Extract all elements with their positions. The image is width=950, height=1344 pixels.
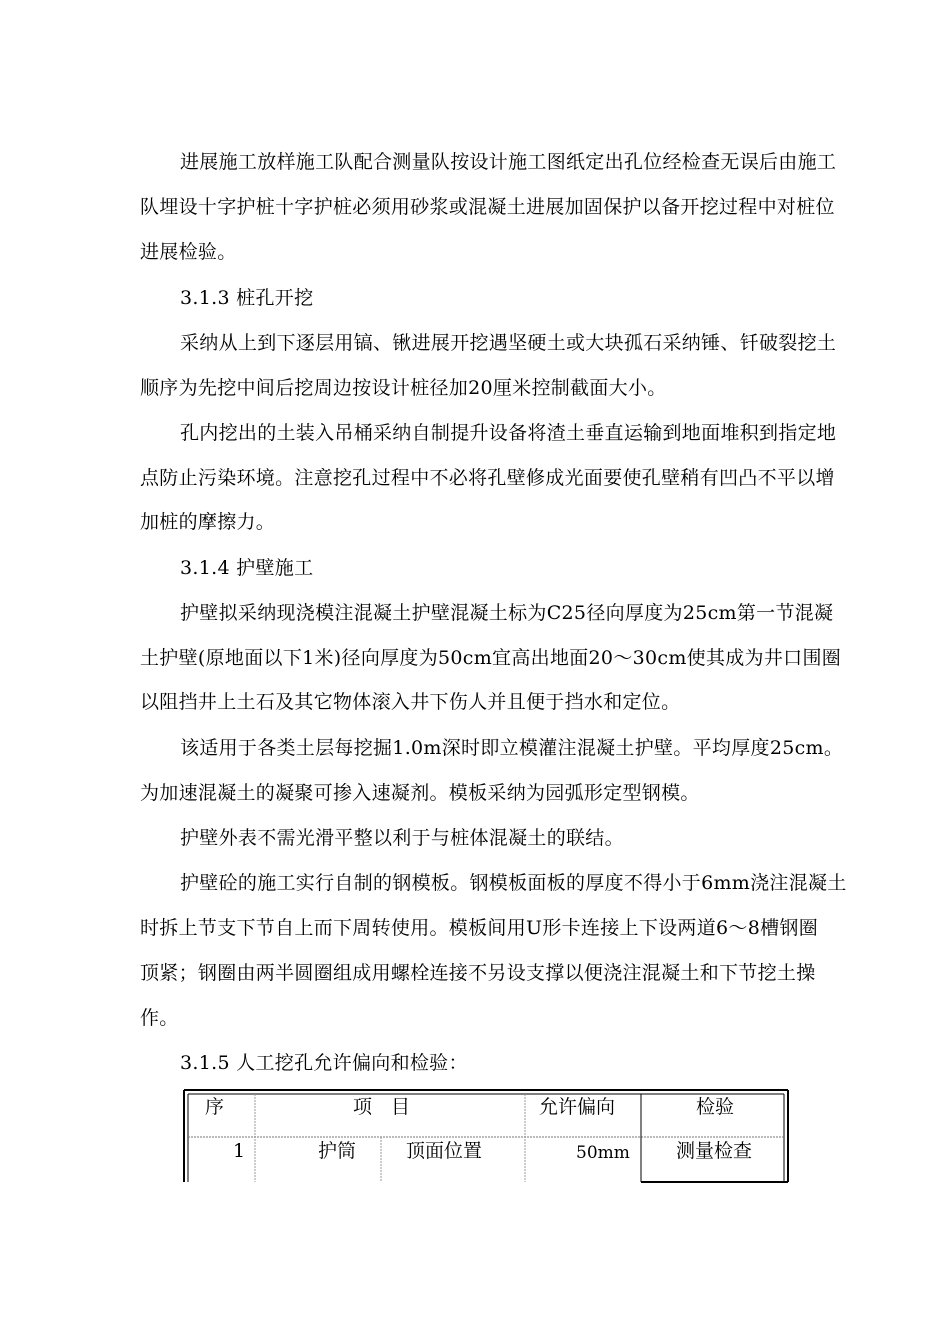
paragraph-line: 进展检验。 <box>140 241 237 263</box>
paragraph-line: 顺序为先挖中间后挖周边按设计桩径加20厘米控制截面大小。 <box>140 377 667 399</box>
paragraph-line: 该适用于各类土层每挖掘1.0m深时即立模灌注混凝土护壁。平均厚度25cm。 <box>180 737 844 759</box>
paragraph-line: 顶紧；钢圈由两半圆圈组成用螺栓连接不另设支撑以便浇注混凝土和下节挖土操 <box>140 962 816 984</box>
paragraph-line: 进展施工放样施工队配合测量队按设计施工图纸定出孔位经检查无误后由施工 <box>180 151 837 173</box>
paragraph-line: 为加速混凝土的凝聚可掺入速凝剂。模板采纳为园弧形定型钢模。 <box>140 782 700 804</box>
table-header-cell: 检验 <box>696 1096 735 1118</box>
paragraph-line: 作。 <box>140 1007 179 1029</box>
table-header-cell: 序 <box>205 1096 225 1118</box>
section-heading: 3.1.3 桩孔开挖 <box>180 287 314 309</box>
tolerance-table <box>183 1089 789 1183</box>
table-cell: 1 <box>233 1140 246 1162</box>
section-heading: 3.1.5 人工挖孔允许偏向和检验： <box>180 1052 468 1074</box>
table-header-cell: 项 目 <box>353 1096 411 1118</box>
paragraph-line: 护壁外表不需光滑平整以利于与桩体混凝土的联结。 <box>180 827 624 849</box>
table-cell: 顶面位置 <box>406 1140 483 1162</box>
table-cell: 测量检查 <box>676 1140 753 1162</box>
paragraph-line: 加桩的摩擦力。 <box>140 511 276 533</box>
paragraph-line: 以阻挡井上土石及其它物体滚入井下伤人并且便于挡水和定位。 <box>140 691 681 713</box>
table-cell: 护筒 <box>318 1140 357 1162</box>
paragraph-line: 点防止污染环境。注意挖孔过程中不必将孔壁修成光面要使孔壁稍有凹凸不平以增 <box>140 467 835 489</box>
table-cell: 50mm <box>576 1143 630 1163</box>
paragraph-line: 队埋设十字护桩十字护桩必须用砂浆或混凝土进展加固保护以备开挖过程中对桩位 <box>140 196 835 218</box>
paragraph-line: 时拆上节支下节自上而下周转使用。模板间用U形卡连接上下设两道6～8槽钢圈 <box>140 917 818 939</box>
paragraph-line: 孔内挖出的土装入吊桶采纳自制提升设备将渣土垂直运输到地面堆积到指定地 <box>180 422 837 444</box>
paragraph-line: 护壁砼的施工实行自制的钢模板。钢模板面板的厚度不得小于6mm浇注混凝土 <box>180 872 847 894</box>
section-heading: 3.1.4 护壁施工 <box>180 557 314 579</box>
paragraph-line: 土护壁(原地面以下1米)径向厚度为50cm宜高出地面20～30cm使其成为井口围圈 <box>140 647 842 669</box>
paragraph-line: 采纳从上到下逐层用镐、锹进展开挖遇坚硬土或大块孤石采纳锤、钎破裂挖土 <box>180 332 837 354</box>
table-header-cell: 允许偏向 <box>539 1096 616 1118</box>
paragraph-line: 护壁拟采纳现浇模注混凝土护壁混凝土标为C25径向厚度为25cm第一节混凝 <box>180 602 834 624</box>
